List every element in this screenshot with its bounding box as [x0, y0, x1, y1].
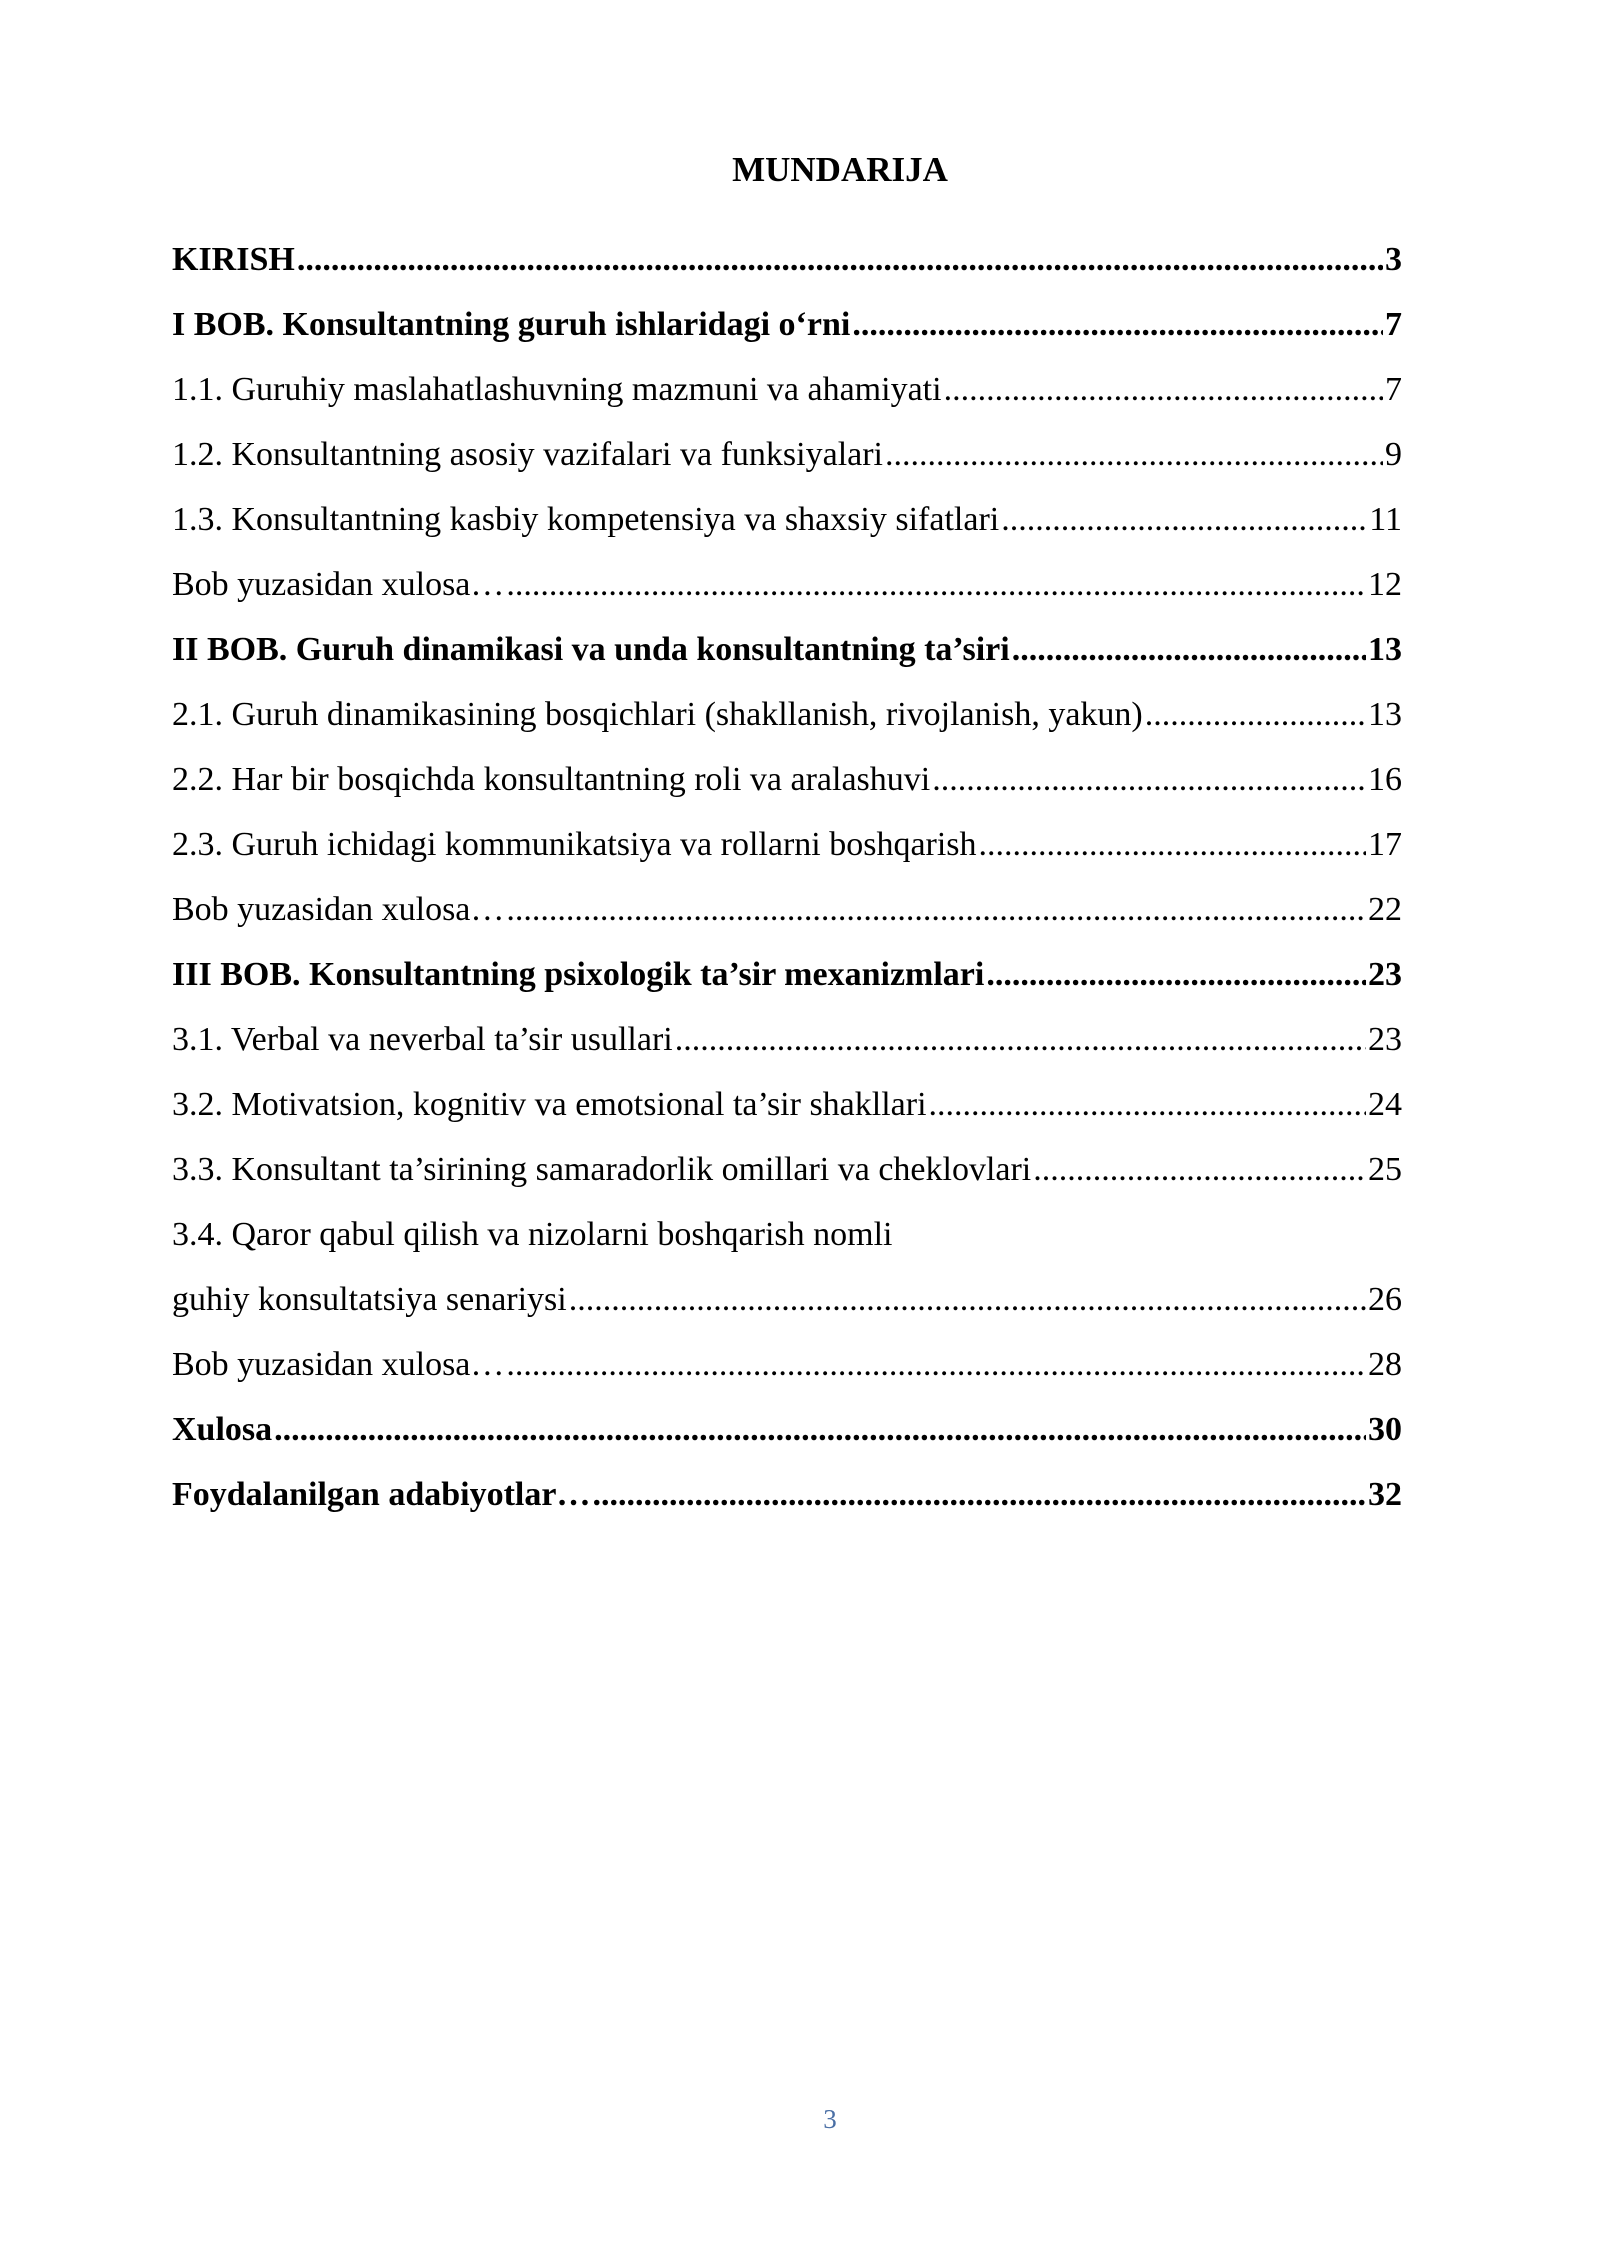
toc-dot-leader — [852, 302, 1383, 367]
toc-entry-label: 2.3. Guruh ichidagi kommunikatsiya va rollarni boshqarish — [172, 826, 977, 863]
toc-entry-label: Bob yuzasidan xulosa… — [172, 891, 505, 928]
toc-entry-label: Bob yuzasidan xulosa… — [172, 1346, 505, 1383]
toc-dot-leader — [1033, 1147, 1366, 1212]
toc-dot-leader — [885, 432, 1383, 497]
toc-entry-label: I BOB. Konsultantning guruh ishlaridagi o‘rni — [172, 306, 851, 343]
toc-entry[interactable] — [172, 822, 1412, 887]
toc-entry-page: 32 — [1368, 1476, 1402, 1513]
page-number: 3 — [823, 2104, 837, 2134]
toc-dot-leader — [932, 757, 1366, 822]
toc-entry[interactable] — [172, 1017, 1412, 1082]
toc-dot-leader — [929, 1082, 1366, 1147]
toc-entry-label: 3.4. Qaror qabul qilish va nizolarni boshqarish nomli — [172, 1216, 893, 1253]
toc-entry-label: guhiy konsultatsiya senariysi — [172, 1281, 567, 1318]
toc-entry[interactable] — [172, 952, 1412, 1017]
toc-entry-label: KIRISH — [172, 241, 295, 278]
toc-dot-leader — [592, 1472, 1366, 1537]
toc-entry-label: II BOB. Guruh dinamikasi va unda konsultantning ta’siri — [172, 631, 1010, 668]
toc-dot-leader — [506, 887, 1366, 952]
toc-entry-label: 2.1. Guruh dinamikasining bosqichlari (shakllanish, rivojlanish, yakun) — [172, 696, 1143, 733]
table-of-contents — [172, 237, 1412, 1537]
toc-entry[interactable] — [172, 887, 1412, 952]
toc-dot-leader — [944, 367, 1383, 432]
toc-entry-label: Bob yuzasidan xulosa… — [172, 566, 505, 603]
toc-dot-leader — [506, 1342, 1366, 1407]
toc-entry-page: 24 — [1368, 1086, 1402, 1123]
toc-entry-label: Foydalanilgan adabiyotlar… — [172, 1476, 591, 1513]
toc-entry-label: 1.1. Guruhiy maslahatlashuvning mazmuni va ahamiyati — [172, 371, 942, 408]
toc-entry-label: Xulosa — [172, 1411, 273, 1448]
toc-entry-page: 26 — [1368, 1281, 1402, 1318]
toc-entry-page: 9 — [1385, 436, 1402, 473]
toc-entry-page: 13 — [1368, 631, 1402, 668]
toc-dot-leader — [506, 562, 1366, 627]
toc-entry[interactable] — [172, 367, 1412, 432]
toc-entry[interactable] — [172, 432, 1412, 497]
toc-entry[interactable] — [172, 1407, 1412, 1472]
toc-entry-page: 16 — [1368, 761, 1402, 798]
toc-entry-label: 2.2. Har bir bosqichda konsultantning roli va aralashuvi — [172, 761, 931, 798]
toc-entry-label: 1.2. Konsultantning asosiy vazifalari va funksiyalari — [172, 436, 883, 473]
toc-entry-page: 11 — [1369, 501, 1402, 538]
toc-entry[interactable] — [172, 237, 1412, 302]
toc-dot-leader — [979, 822, 1366, 887]
toc-entry-page: 13 — [1368, 696, 1402, 733]
toc-entry[interactable] — [172, 692, 1412, 757]
toc-entry-page: 23 — [1368, 956, 1402, 993]
toc-entry[interactable] — [172, 1082, 1412, 1147]
toc-dot-leader — [1145, 692, 1366, 757]
toc-entry[interactable] — [172, 302, 1412, 367]
toc-heading: MUNDARIJA — [732, 150, 948, 189]
toc-entry[interactable] — [172, 1147, 1412, 1212]
toc-dot-leader — [569, 1277, 1366, 1342]
toc-entry-page: 25 — [1368, 1151, 1402, 1188]
toc-entry[interactable] — [172, 627, 1412, 692]
toc-entry-label: 3.1. Verbal va neverbal ta’sir usullari — [172, 1021, 673, 1058]
toc-entry-page: 12 — [1368, 566, 1402, 603]
toc-entry-page: 28 — [1368, 1346, 1402, 1383]
toc-entry-page: 23 — [1368, 1021, 1402, 1058]
toc-entry-label: 3.3. Konsultant ta’sirining samaradorlik omillari va cheklovlari — [172, 1151, 1032, 1188]
toc-entry[interactable] — [172, 757, 1412, 822]
toc-dot-leader — [1001, 497, 1367, 562]
toc-entry-label: 1.3. Konsultantning kasbiy kompetensiya va shaxsiy sifatlari — [172, 501, 1000, 538]
toc-entry[interactable] — [172, 1212, 1412, 1277]
toc-entry-page: 7 — [1385, 306, 1402, 343]
toc-entry[interactable] — [172, 1277, 1412, 1342]
toc-entry[interactable] — [172, 562, 1412, 627]
toc-dot-leader — [1012, 627, 1366, 692]
toc-entry-label: 3.2. Motivatsion, kognitiv va emotsional ta’sir shakllari — [172, 1086, 927, 1123]
toc-dot-leader — [986, 952, 1366, 1017]
toc-entry-page: 22 — [1368, 891, 1402, 928]
toc-entry[interactable] — [172, 1472, 1412, 1537]
toc-entry-label: III BOB. Konsultantning psixologik ta’sir mexanizmlari — [172, 956, 985, 993]
toc-dot-leader — [675, 1017, 1366, 1082]
toc-entry-page: 30 — [1368, 1411, 1402, 1448]
toc-entry[interactable] — [172, 497, 1412, 562]
toc-entry-page: 17 — [1368, 826, 1402, 863]
toc-dot-leader — [297, 237, 1383, 302]
toc-entry-page: 7 — [1385, 371, 1402, 408]
toc-entry-page: 3 — [1385, 241, 1402, 278]
toc-dot-leader — [274, 1407, 1366, 1472]
toc-entry[interactable] — [172, 1342, 1412, 1407]
